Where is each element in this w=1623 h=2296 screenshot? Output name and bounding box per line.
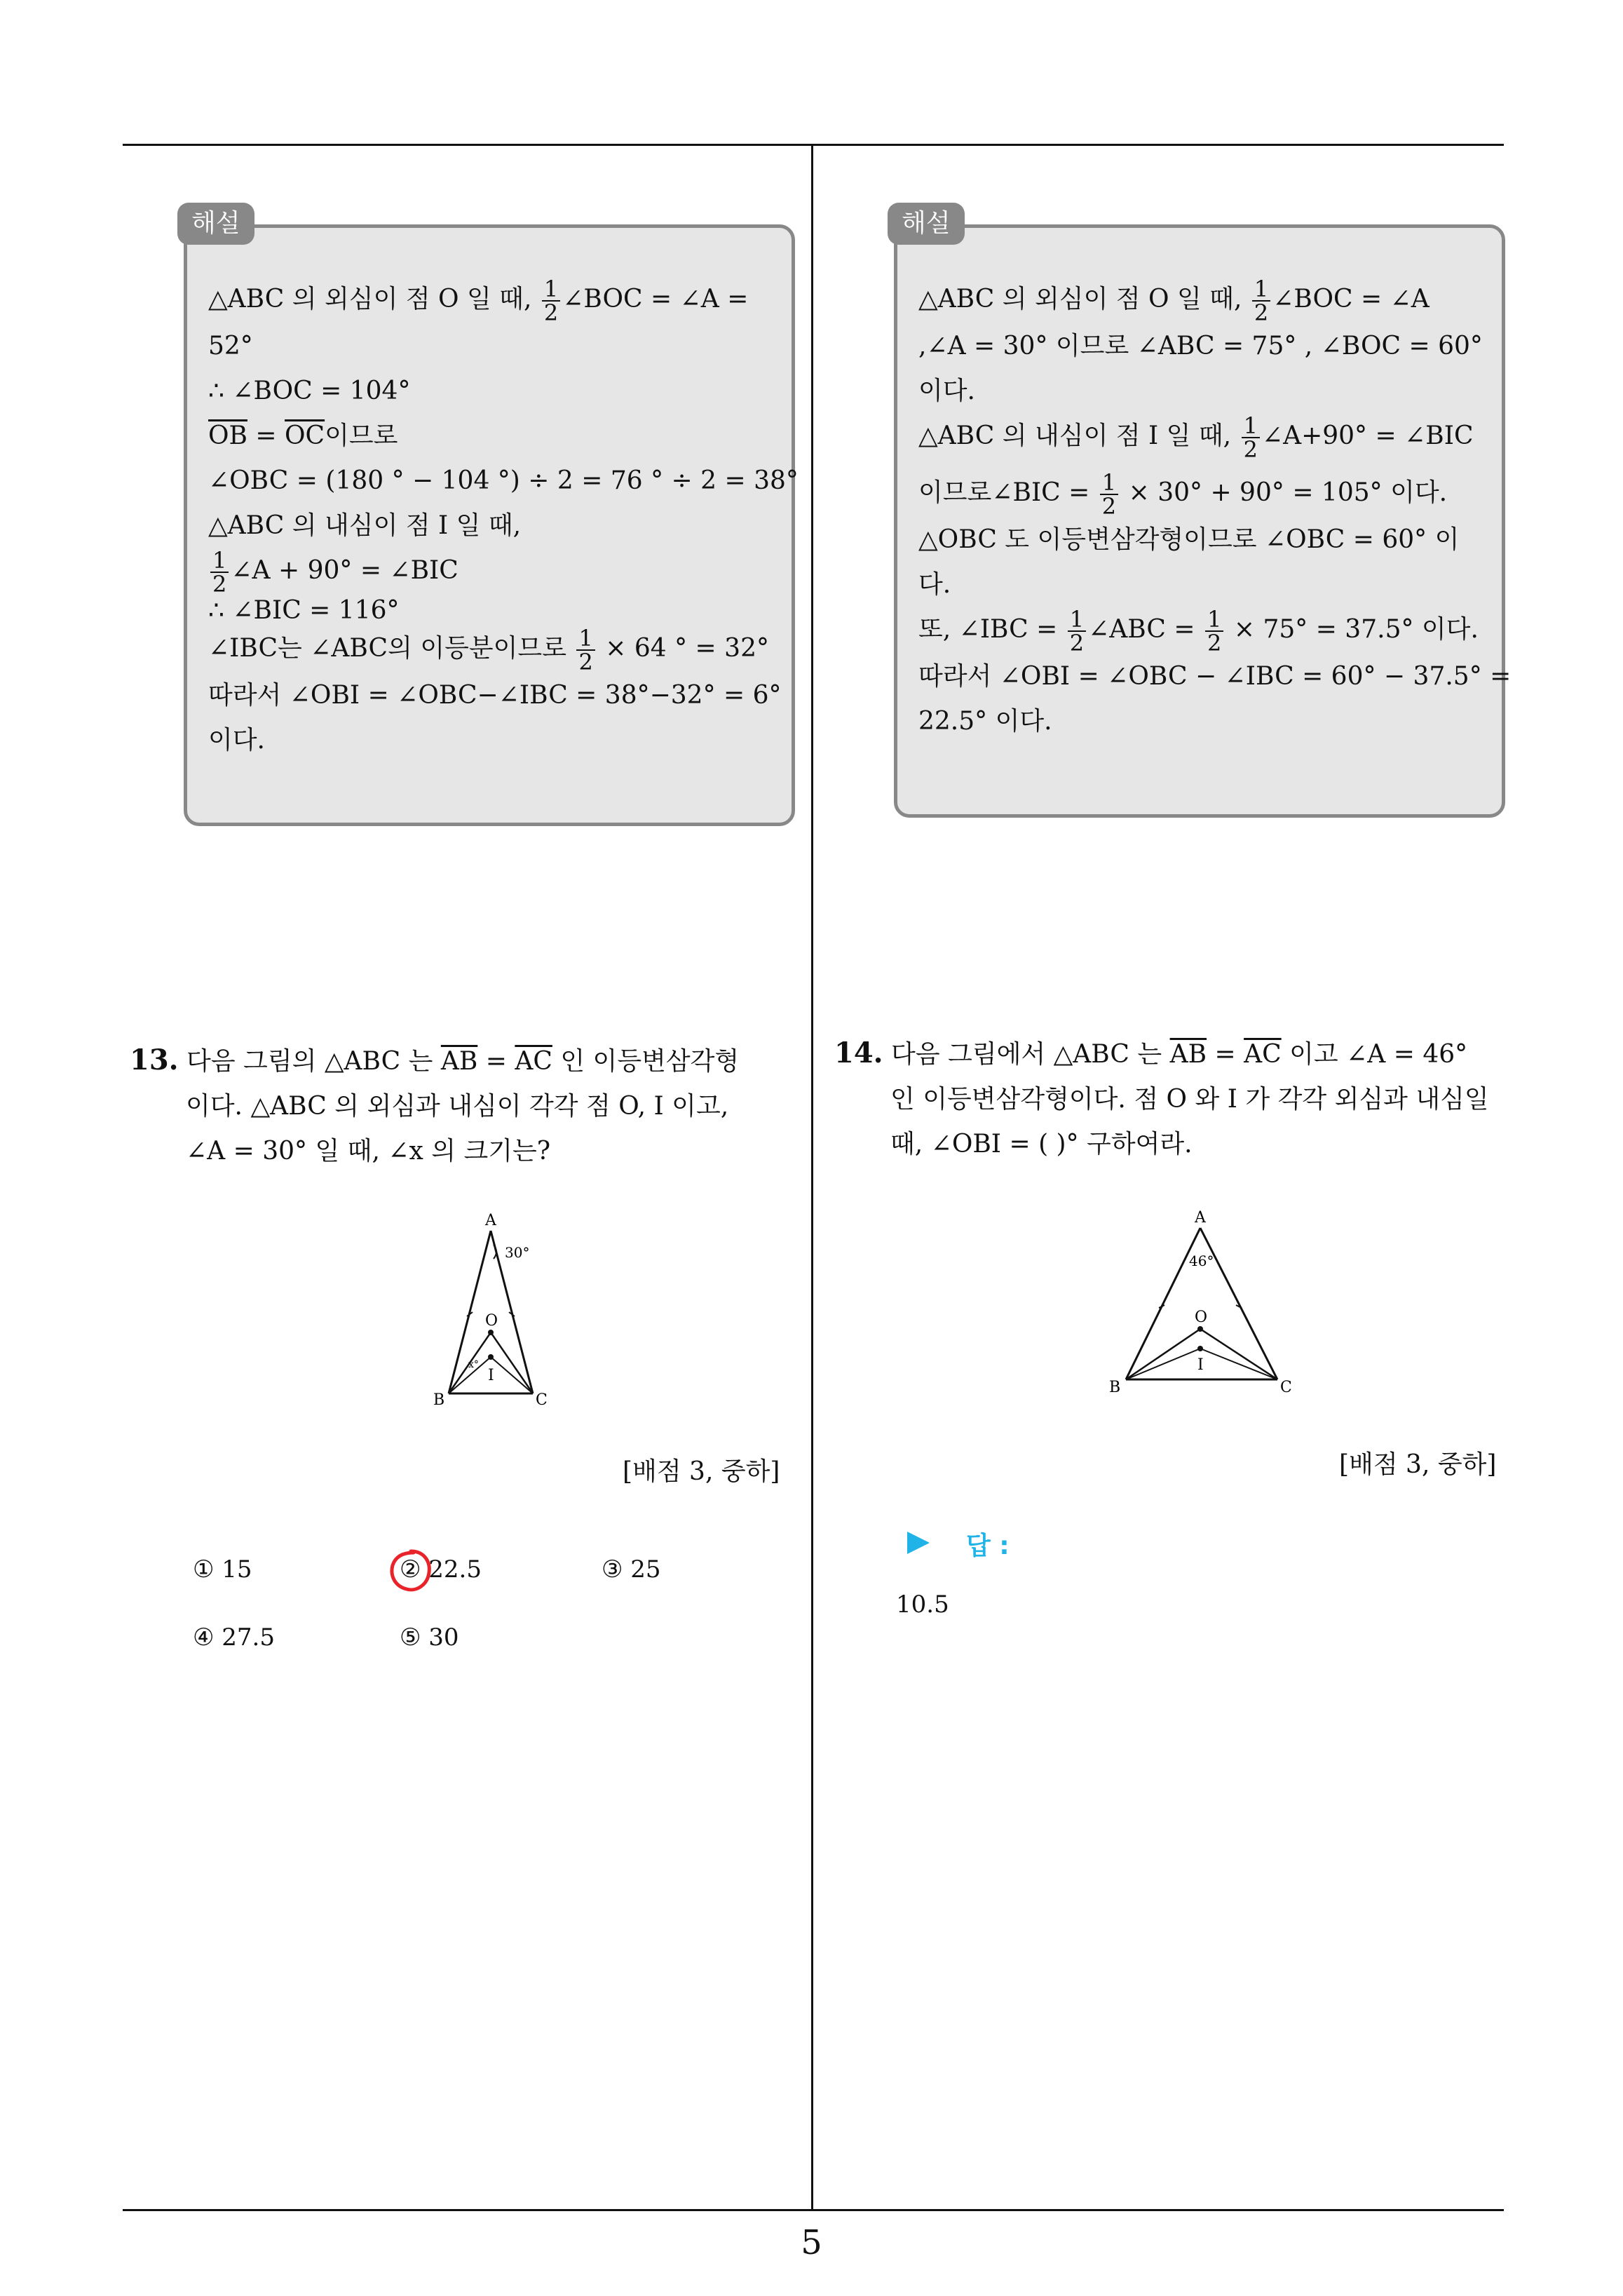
answer-label: 답 :: [966, 1532, 1010, 1560]
choice-2-label: ② 22.5: [400, 1555, 482, 1583]
solution-tag: 해설: [177, 203, 254, 245]
score-label: [배점 3, 중하]: [623, 1457, 780, 1486]
fraction-half: $\frac{1}{2}$: [1068, 608, 1086, 654]
solution-line: △ABC 의 외심이 점 O 일 때, $\frac{1}{2}$ ∠BOC = ∠A: [918, 276, 1430, 326]
fraction-half: $\frac{1}{2}$: [542, 278, 560, 324]
choice-3[interactable]: ③ 25: [602, 1555, 661, 1583]
fraction-half: $\frac{1}{2}$: [1242, 414, 1260, 461]
fraction-half: $\frac{1}{2}$: [1205, 608, 1223, 654]
answer-value: 10.5: [896, 1591, 949, 1619]
solution-line: ∴ ∠BOC = 104°: [208, 377, 411, 405]
solution-line: 따라서 ∠OBI = ∠OBC − ∠IBC = 60° − 37.5° =: [918, 662, 1512, 691]
choice-4[interactable]: ④ 27.5: [193, 1623, 275, 1652]
solution-line: ∴ ∠BIC = 116°: [208, 596, 400, 625]
solution-line: 또, ∠IBC = $\frac{1}{2}$ ∠ABC = $\frac{1}{2}$ × 75° = 37.5° 이다.: [918, 606, 1479, 656]
figure-label: x°: [468, 1359, 479, 1370]
column-divider: [811, 144, 813, 2210]
solution-line: 따라서 ∠OBI = ∠OBC−∠IBC = 38°−32° = 6°: [208, 681, 782, 710]
problem-13-figure: [421, 1210, 575, 1420]
top-rule: [123, 144, 1504, 146]
figure-label: I: [488, 1367, 494, 1384]
fraction-half: $\frac{1}{2}$: [576, 627, 595, 673]
figure-label: C: [536, 1391, 548, 1409]
problem-13-text: [130, 1038, 803, 1174]
problem-line: 이다. △ABC 의 외심과 내심이 각각 점 O, I 이고,: [186, 1092, 729, 1121]
right-solution-box: [894, 209, 1512, 818]
solution-line: 다.: [918, 570, 951, 599]
figure-label: A: [485, 1212, 496, 1229]
problem-14-text: [834, 1031, 1507, 1167]
problem-number: 13.: [130, 1044, 179, 1076]
solution-line: 52°: [208, 332, 253, 360]
figure-label: 46°: [1189, 1252, 1214, 1269]
figure-label: I: [1197, 1356, 1204, 1374]
score-label: [배점 3, 중하]: [1339, 1450, 1497, 1479]
play-triangle-icon: [904, 1529, 932, 1557]
solution-line: $\frac{1}{2}$ ∠A + 90° = ∠BIC: [208, 548, 773, 595]
figure-label: A: [1195, 1209, 1206, 1227]
choice-2[interactable]: [400, 1555, 482, 1583]
fraction-half: $\frac{1}{2}$: [1100, 471, 1118, 518]
figure-label: C: [1280, 1379, 1292, 1396]
fraction-half: $\frac{1}{2}$: [1252, 278, 1270, 324]
solution-line: 22.5° 이다.: [918, 707, 1052, 736]
problem-line: 14. 다음 그림에서 △ABC 는 $\overline{AB} = \overline{AC}$ 이고 ∠A = 46°: [834, 1036, 1468, 1069]
page-number: 5: [801, 2223, 822, 2262]
selected-circle-mark-icon: [386, 1546, 436, 1596]
figure-label: B: [1109, 1379, 1121, 1396]
problem-14-figure: [1094, 1203, 1318, 1406]
solution-line: ∠IBC는 ∠ABC의 이등분이므로 $\frac{1}{2}$ × 64 ° = 32°: [208, 625, 769, 675]
problem-line: ∠A = 30° 일 때, ∠x 의 크기는?: [186, 1137, 551, 1166]
choice-1[interactable]: ① 15: [193, 1555, 252, 1583]
solution-line: ∠OBC = (180 ° − 104 °) ÷ 2 = 76 ° ÷ 2 = 38°: [208, 466, 799, 495]
solution-line: $\overline{OB} = \overline{OC}$이므로: [208, 421, 398, 450]
left-solution-box: [184, 209, 799, 826]
solution-tag: 해설: [888, 203, 965, 245]
problem-line: 때, ∠OBI = ( )° 구하여라.: [890, 1130, 1193, 1159]
solution-line: △ABC 의 내심이 점 I 일 때,: [208, 511, 522, 540]
fraction-half: $\frac{1}{2}$: [210, 549, 229, 595]
figure-label: B: [433, 1391, 445, 1409]
problem-number: 14.: [834, 1036, 883, 1069]
solution-line: 이다.: [918, 377, 975, 405]
solution-line: △ABC 의 내심이 점 I 일 때, $\frac{1}{2}$ ∠A+90° = ∠BIC: [918, 412, 1474, 463]
figure-label: 30°: [505, 1244, 530, 1261]
problem-line: 13. 다음 그림의 △ABC 는 $\overline{AB} = \overline{AC}$ 인 이등변삼각형: [130, 1044, 740, 1076]
solution-line: ,∠A = 30° 이므로 ∠ABC = 75° , ∠BOC = 60°: [918, 332, 1483, 360]
solution-line: 이므로∠BIC = $\frac{1}{2}$ × 30° + 90° = 105° 이다.: [918, 469, 1448, 520]
solution-line: 이다.: [208, 726, 265, 755]
choice-5[interactable]: ⑤ 30: [400, 1623, 459, 1652]
bottom-rule: [123, 2209, 1504, 2211]
solution-line: △OBC 도 이등변삼각형이므로 ∠OBC = 60° 이: [918, 525, 1460, 554]
problem-line: 인 이등변삼각형이다. 점 O 와 I 가 각각 외심과 내심일: [890, 1085, 1489, 1114]
figure-label: O: [1195, 1309, 1208, 1326]
solution-line: △ABC 의 외심이 점 O 일 때, $\frac{1}{2}$ ∠BOC = ∠A =: [208, 276, 749, 326]
figure-label: O: [485, 1312, 498, 1330]
